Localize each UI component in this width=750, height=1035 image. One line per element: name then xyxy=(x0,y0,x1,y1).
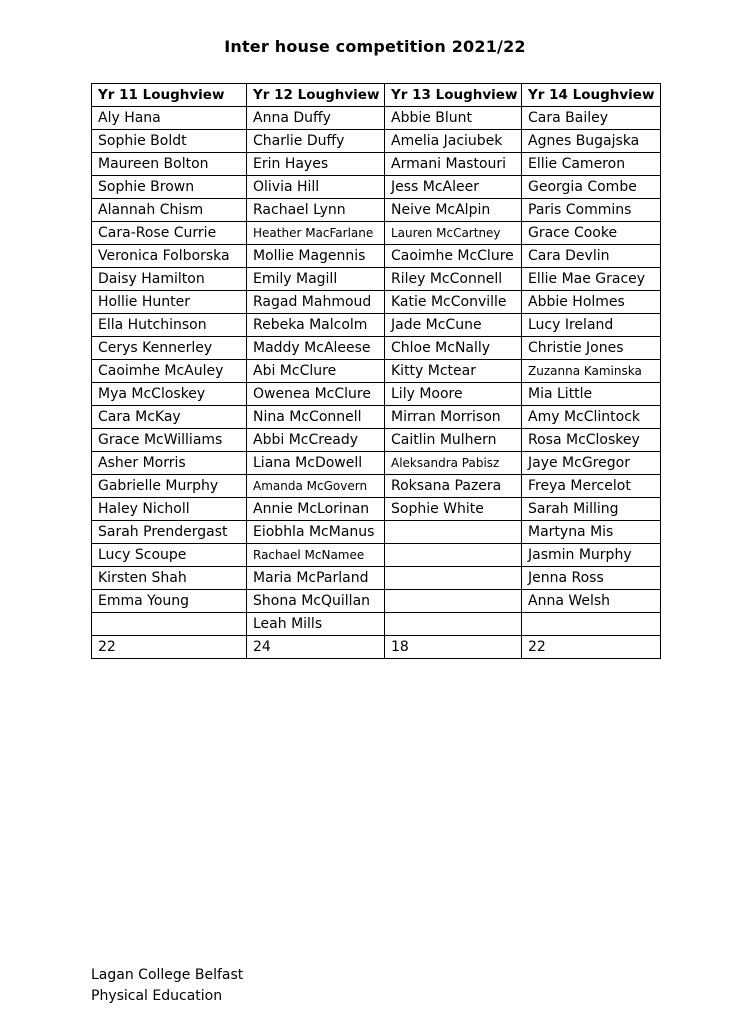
cell-yr13: Caitlin Mulhern xyxy=(385,429,522,452)
table-header-row xyxy=(92,84,661,107)
cell-yr14: Grace Cooke xyxy=(522,222,661,245)
cell-yr11 xyxy=(92,613,247,636)
cell-yr12: Charlie Duffy xyxy=(247,130,385,153)
cell-yr12: Ragad Mahmoud xyxy=(247,291,385,314)
column-header-yr13: Yr 13 Loughview xyxy=(385,84,522,107)
cell-yr11: Asher Morris xyxy=(92,452,247,475)
cell-yr14: Ellie Cameron xyxy=(522,153,661,176)
cell-yr13: Aleksandra Pabisz xyxy=(385,452,522,475)
cell-yr12: Eiobhla McManus xyxy=(247,521,385,544)
cell-yr14: Georgia Combe xyxy=(522,176,661,199)
cell-yr13: Amelia Jaciubek xyxy=(385,130,522,153)
cell-yr14: Lucy Ireland xyxy=(522,314,661,337)
cell-yr14: Jenna Ross xyxy=(522,567,661,590)
table-row xyxy=(92,383,661,406)
cell-yr11: Kirsten Shah xyxy=(92,567,247,590)
table-row xyxy=(92,130,661,153)
cell-yr11: Sophie Boldt xyxy=(92,130,247,153)
roster-table xyxy=(91,83,661,659)
table-row xyxy=(92,360,661,383)
cell-yr11: Hollie Hunter xyxy=(92,291,247,314)
cell-yr11: Grace McWilliams xyxy=(92,429,247,452)
cell-yr12: Anna Duffy xyxy=(247,107,385,130)
column-header-yr12: Yr 12 Loughview xyxy=(247,84,385,107)
cell-yr14: Sarah Milling xyxy=(522,498,661,521)
cell-yr12: Leah Mills xyxy=(247,613,385,636)
cell-yr12: Heather MacFarlane xyxy=(247,222,385,245)
footer-school-name: Lagan College Belfast xyxy=(91,967,244,983)
cell-yr11: Cara McKay xyxy=(92,406,247,429)
cell-yr14 xyxy=(522,613,661,636)
cell-yr13: Chloe McNally xyxy=(385,337,522,360)
cell-yr13: Riley McConnell xyxy=(385,268,522,291)
cell-yr11: Alannah Chism xyxy=(92,199,247,222)
cell-yr11: Cerys Kennerley xyxy=(92,337,247,360)
cell-yr12: Liana McDowell xyxy=(247,452,385,475)
cell-yr11: Mya McCloskey xyxy=(92,383,247,406)
cell-yr14: Rosa McCloskey xyxy=(522,429,661,452)
cell-yr14: Agnes Bugajska xyxy=(522,130,661,153)
cell-yr12: Abbi McCready xyxy=(247,429,385,452)
cell-yr12: Mollie Magennis xyxy=(247,245,385,268)
cell-yr14: Freya Mercelot xyxy=(522,475,661,498)
cell-yr14: Cara Bailey xyxy=(522,107,661,130)
cell-yr14: Paris Commins xyxy=(522,199,661,222)
cell-yr13 xyxy=(385,613,522,636)
cell-yr14: Abbie Holmes xyxy=(522,291,661,314)
cell-yr13: Caoimhe McClure xyxy=(385,245,522,268)
cell-yr14: Ellie Mae Gracey xyxy=(522,268,661,291)
cell-yr11: Cara-Rose Currie xyxy=(92,222,247,245)
total-yr14: 22 xyxy=(522,636,661,659)
table-row xyxy=(92,498,661,521)
cell-yr11: Caoimhe McAuley xyxy=(92,360,247,383)
cell-yr11: Haley Nicholl xyxy=(92,498,247,521)
footer-department: Physical Education xyxy=(91,988,223,1004)
table-row xyxy=(92,567,661,590)
cell-yr13: Kitty Mctear xyxy=(385,360,522,383)
cell-yr14: Anna Welsh xyxy=(522,590,661,613)
table-row xyxy=(92,176,661,199)
table-row xyxy=(92,337,661,360)
total-yr11: 22 xyxy=(92,636,247,659)
page-title: Inter house competition 2021/22 xyxy=(224,37,526,56)
cell-yr13: Roksana Pazera xyxy=(385,475,522,498)
cell-yr13: Lily Moore xyxy=(385,383,522,406)
cell-yr11: Sarah Prendergast xyxy=(92,521,247,544)
table-row xyxy=(92,291,661,314)
cell-yr11: Daisy Hamilton xyxy=(92,268,247,291)
cell-yr14: Jaye McGregor xyxy=(522,452,661,475)
cell-yr13 xyxy=(385,544,522,567)
cell-yr14: Christie Jones xyxy=(522,337,661,360)
total-yr12: 24 xyxy=(247,636,385,659)
cell-yr12: Nina McConnell xyxy=(247,406,385,429)
column-header-yr11: Yr 11 Loughview xyxy=(92,84,247,107)
totals-row xyxy=(92,636,661,659)
cell-yr12: Abi McClure xyxy=(247,360,385,383)
cell-yr13: Katie McConville xyxy=(385,291,522,314)
cell-yr11: Aly Hana xyxy=(92,107,247,130)
table-row xyxy=(92,406,661,429)
cell-yr12: Emily Magill xyxy=(247,268,385,291)
cell-yr13: Lauren McCartney xyxy=(385,222,522,245)
cell-yr11: Gabrielle Murphy xyxy=(92,475,247,498)
cell-yr12: Annie McLorinan xyxy=(247,498,385,521)
cell-yr11: Lucy Scoupe xyxy=(92,544,247,567)
cell-yr13: Sophie White xyxy=(385,498,522,521)
cell-yr13 xyxy=(385,590,522,613)
cell-yr11: Emma Young xyxy=(92,590,247,613)
cell-yr11: Maureen Bolton xyxy=(92,153,247,176)
cell-yr11: Ella Hutchinson xyxy=(92,314,247,337)
cell-yr13: Neive McAlpin xyxy=(385,199,522,222)
table-row xyxy=(92,153,661,176)
cell-yr11: Sophie Brown xyxy=(92,176,247,199)
cell-yr12: Rachael Lynn xyxy=(247,199,385,222)
table-row xyxy=(92,544,661,567)
cell-yr13: Jess McAleer xyxy=(385,176,522,199)
table-body xyxy=(92,107,661,659)
table-row xyxy=(92,107,661,130)
table-row xyxy=(92,452,661,475)
cell-yr13: Armani Mastouri xyxy=(385,153,522,176)
cell-yr12: Maria McParland xyxy=(247,567,385,590)
table-row xyxy=(92,590,661,613)
cell-yr13 xyxy=(385,521,522,544)
cell-yr12: Olivia Hill xyxy=(247,176,385,199)
table-row xyxy=(92,475,661,498)
cell-yr14: Amy McClintock xyxy=(522,406,661,429)
cell-yr13: Jade McCune xyxy=(385,314,522,337)
cell-yr14: Cara Devlin xyxy=(522,245,661,268)
footer xyxy=(91,965,243,1007)
table-row xyxy=(92,245,661,268)
table-row xyxy=(92,314,661,337)
table-row xyxy=(92,222,661,245)
cell-yr13: Abbie Blunt xyxy=(385,107,522,130)
cell-yr12: Shona McQuillan xyxy=(247,590,385,613)
cell-yr14: Martyna Mis xyxy=(522,521,661,544)
cell-yr14: Jasmin Murphy xyxy=(522,544,661,567)
cell-yr12: Rachael McNamee xyxy=(247,544,385,567)
cell-yr14: Zuzanna Kaminska xyxy=(522,360,661,383)
total-yr13: 18 xyxy=(385,636,522,659)
cell-yr12: Erin Hayes xyxy=(247,153,385,176)
cell-yr13: Mirran Morrison xyxy=(385,406,522,429)
cell-yr13 xyxy=(385,567,522,590)
table-row xyxy=(92,429,661,452)
cell-yr12: Rebeka Malcolm xyxy=(247,314,385,337)
table-row xyxy=(92,268,661,291)
cell-yr12: Maddy McAleese xyxy=(247,337,385,360)
cell-yr12: Owenea McClure xyxy=(247,383,385,406)
cell-yr12: Amanda McGovern xyxy=(247,475,385,498)
table-row xyxy=(92,521,661,544)
cell-yr11: Veronica Folborska xyxy=(92,245,247,268)
cell-yr14: Mia Little xyxy=(522,383,661,406)
table-row xyxy=(92,199,661,222)
table-row xyxy=(92,613,661,636)
column-header-yr14: Yr 14 Loughview xyxy=(522,84,661,107)
